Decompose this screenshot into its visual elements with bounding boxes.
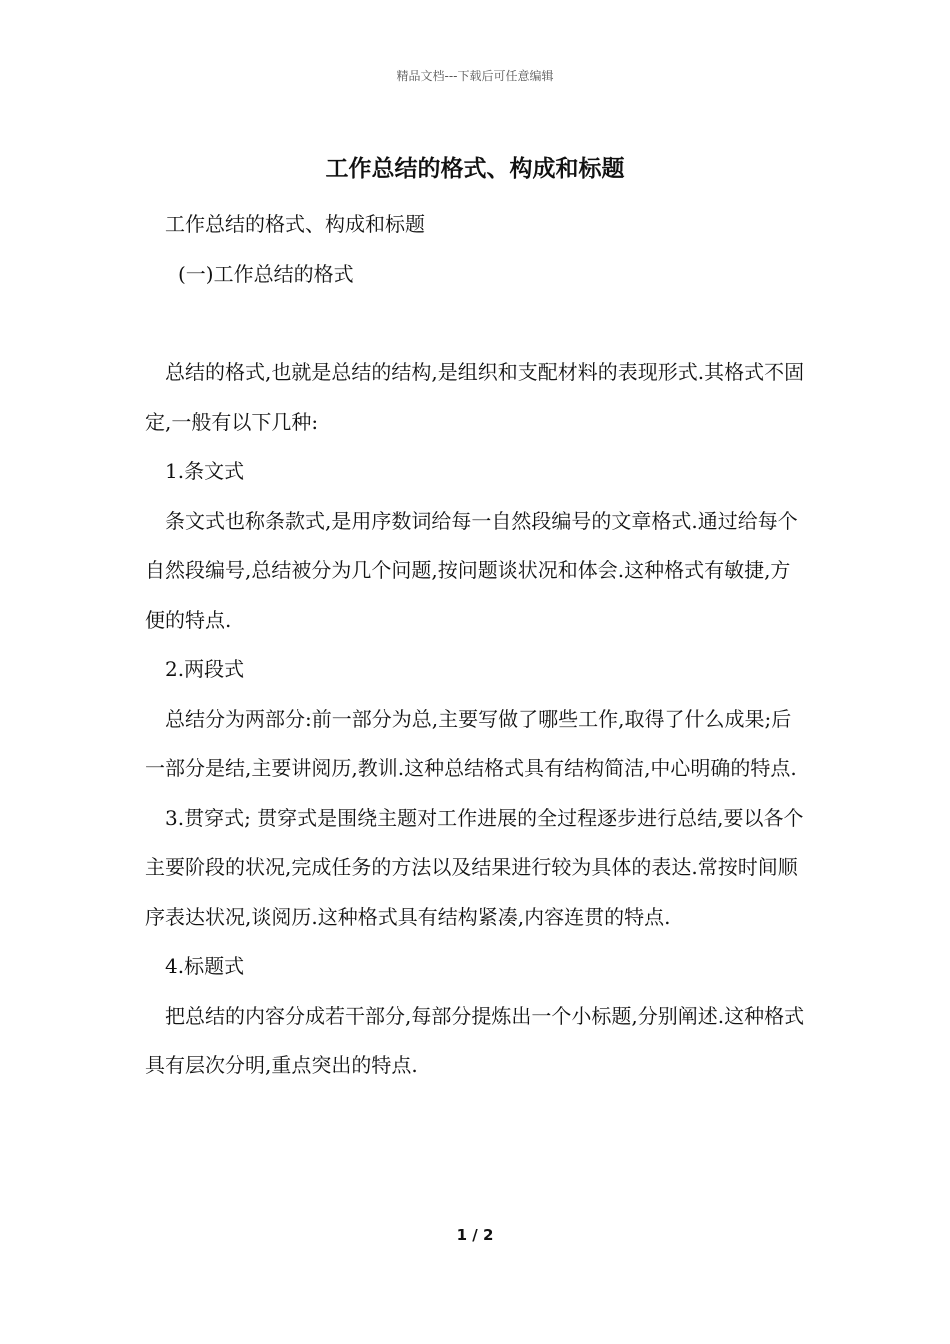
section-heading: (一)工作总结的格式 <box>178 261 354 286</box>
document-body <box>145 200 810 1091</box>
subheading-tiaowen: 1.条文式 <box>165 459 245 483</box>
paragraph: 把总结的内容分成若干部分,每部分提炼出一个小标题,分别阐述.这种格式具有层次分明,重点突出的特点. <box>145 1003 805 1077</box>
intro-heading: 工作总结的格式、构成和标题 <box>165 212 425 236</box>
paragraph: 总结的格式,也就是总结的结构,是组织和支配材料的表现形式.其格式不固定,一般有以下几种: <box>145 360 805 434</box>
paragraph-guanchuan: 3.贯穿式; 贯穿式是围绕主题对工作进展的全过程逐步进行总结,要以各个主要阶段的状况,完成任务的方法以及结果进行较为具体的表达.常按时间顺序表达状况,谈阅历.这种格式具有结构紧凑,内容连贯的特点. <box>145 805 804 929</box>
paragraph: 条文式也称条款式,是用序数词给每一自然段编号的文章格式.通过给每个自然段编号,总结被分为几个问题,按问题谈状况和体会.这种格式有敏捷,方便的特点. <box>145 508 798 632</box>
subheading-biaoti: 4.标题式 <box>165 954 245 978</box>
blank-line <box>145 299 810 348</box>
paragraph: 总结分为两部分:前一部分为总,主要写做了哪些工作,取得了什么成果;后一部分是结,主要讲阅历,教训.这种总结格式具有结构简洁,中心明确的特点. <box>145 706 797 780</box>
subheading-liangduan: 2.两段式 <box>165 657 245 681</box>
document-title: 工作总结的格式、构成和标题 <box>325 155 625 182</box>
page-header: 精品文档---下载后可任意编辑 <box>396 69 554 83</box>
page-number: 1 / 2 <box>456 1226 494 1244</box>
